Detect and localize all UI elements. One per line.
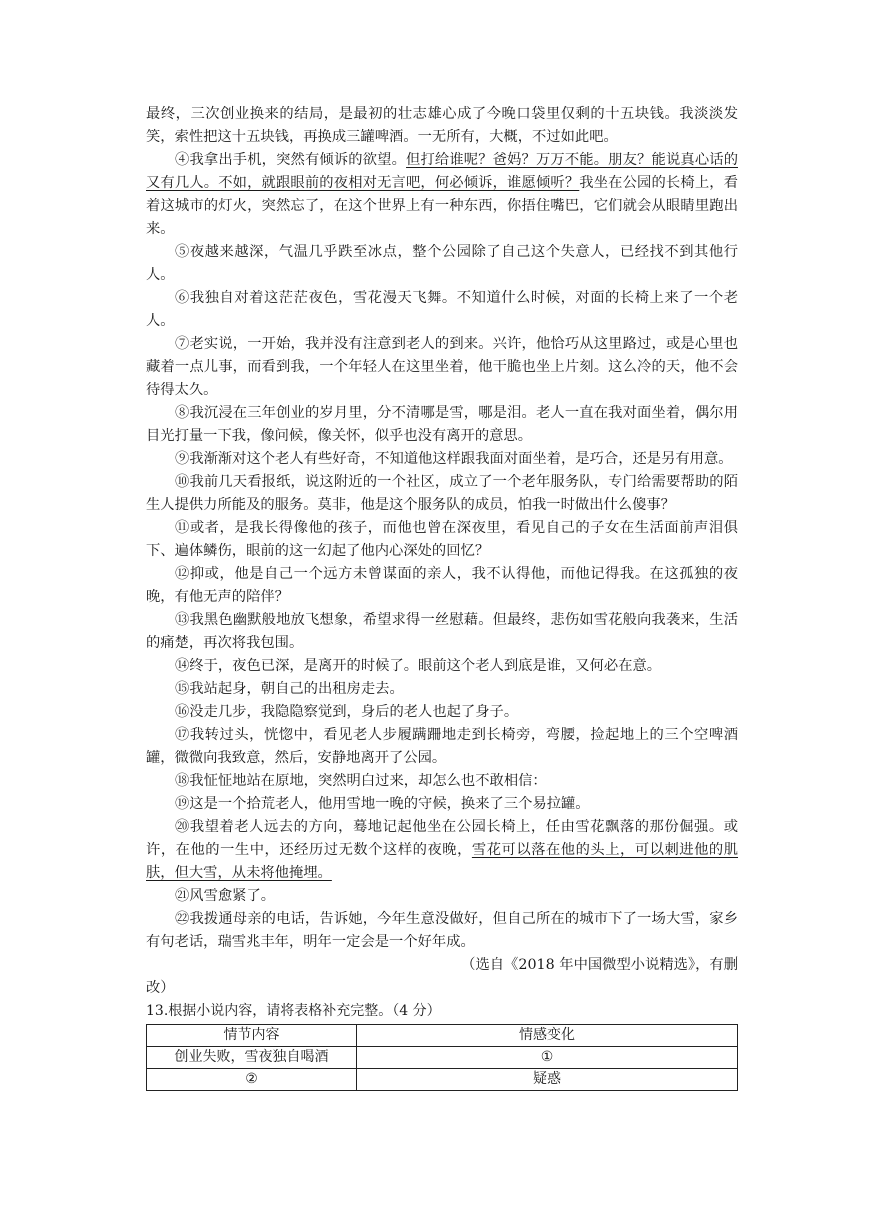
table-row xyxy=(147,1047,738,1069)
paragraph-text: 我坐在公园的长椅上，看着这城市的灯火，突然忘了，在这个世界上有一种东西，你捂住嘴巴，它们就会从眼睛里跑出来。 xyxy=(146,175,739,237)
paragraph-p12 xyxy=(146,563,738,609)
paragraph-p4 xyxy=(146,149,738,241)
paragraph-p7 xyxy=(146,333,738,402)
paragraph-text: ⑰我转过头，恍惚中，看见老人步履蹒跚地走到长椅旁，弯腰，捡起地上的三个空啤酒罐，微微向我致意，然后，安静地离开了公园。 xyxy=(146,727,738,766)
paragraph-text: ㉑风雪愈紧了。 xyxy=(175,888,276,904)
paragraph-p5 xyxy=(146,241,738,287)
table-header-emotion: 情感变化 xyxy=(357,1025,738,1047)
paragraph-p15 xyxy=(146,678,738,701)
paragraph-text: ⑯没走几步，我隐隐察觉到，身后的老人也起了身子。 xyxy=(175,704,519,720)
paragraph-p20 xyxy=(146,816,738,885)
paragraph-p13 xyxy=(146,609,738,655)
paragraph-text: ⑦老实说，一开始，我并没有注意到老人的到来。兴许，他恰巧从这里路过，或是心里也藏着一点儿事，而看到我，一个年轻人在这里坐着，他干脆也坐上片刻。这么冷的天，他不会待得太久。 xyxy=(146,336,738,398)
paragraph-p10 xyxy=(146,471,738,517)
paragraph-p22 xyxy=(146,908,738,954)
paragraph-text: ④我拿出手机，突然有倾诉的欲望。 xyxy=(175,152,407,168)
paragraph-text: ㉒我拨通母亲的电话，告诉她，今年生意没做好，但自己所在的城市下了一场大雪，家乡有句老话，瑞雪兆丰年，明年一定会是一个好年成。 xyxy=(146,911,738,950)
paragraph-text: ⑤夜越来越深，气温几乎跌至冰点，整个公园除了自己这个失意人，已经找不到其他行人。 xyxy=(146,244,738,283)
paragraph-text: ⑪或者，是我长得像他的孩子，而他也曾在深夜里，看见自己的子女在生活面前声泪俱下、遍体鳞伤，眼前的这一幻起了他内心深处的回忆？ xyxy=(146,520,738,559)
paragraph-text: ⑩我前几天看报纸，说这附近的一个社区，成立了一个老年服务队，专门给需要帮助的陌生人提供力所能及的服务。莫非，他是这个服务队的成员，怕我一时做出什么傻事？ xyxy=(146,474,738,513)
underlined-text: 但打给谁呢？爸妈？万万不能。朋友？能说真心话的又有几人。不如，就跟眼前的夜相对无言吧，何必倾诉，谁愿倾听？ xyxy=(146,152,738,191)
paragraph-p9 xyxy=(146,448,738,471)
underlined-text: 雪花可以落在他的头上，可以刺进他的肌肤，但大雪，从未将他掩埋。 xyxy=(146,842,739,881)
table-cell: ② xyxy=(147,1069,357,1091)
paragraph-p17 xyxy=(146,724,738,770)
paragraph-text: ⑲这是一个拾荒老人，他用雪地一晚的守候，换来了三个易拉罐。 xyxy=(175,796,590,812)
table-cell: ① xyxy=(357,1047,738,1069)
table-cell: 疑惑 xyxy=(357,1069,738,1091)
paragraph-text: ⑥我独自对着这茫茫夜色，雪花漫天飞舞。不知道什么时候，对面的长椅上来了一个老人。 xyxy=(146,290,738,329)
table-row xyxy=(147,1069,738,1091)
paragraph-text: ⑨我渐渐对这个老人有些好奇，不知道他这样跟我面对面坐着，是巧合，还是另有用意。 xyxy=(175,451,733,467)
story-text xyxy=(146,103,738,954)
paragraph-text: 最终，三次创业换来的结局，是最初的壮志雄心成了今晚口袋里仅剩的十五块钱。我淡淡发笑，索性把这十五块钱，再换成三罐啤酒。一无所有，大概，不过如此吧。 xyxy=(146,106,738,145)
paragraph-p18 xyxy=(146,770,738,793)
paragraph-text: ⑳我望着老人远去的方向，蓦地记起他坐在公园长椅上，任由雪花飘落的那份倔强。或许，在他的一生中，还经历过无数个这样的夜晚， xyxy=(146,819,738,858)
paragraph-text: ⑮我站起身，朝自己的出租房走去。 xyxy=(175,681,404,697)
paragraph-p11 xyxy=(146,517,738,563)
paragraph-p0 xyxy=(146,103,738,149)
paragraph-text: ⑬我黑色幽默般地放飞想象，希望求得一丝慰藉。但最终，悲伤如雪花般向我袭来，生活的痛楚，再次将我包围。 xyxy=(146,612,738,651)
source-citation-tail: 改） xyxy=(146,980,175,996)
table-header-row xyxy=(147,1025,738,1047)
paragraph-text: ⑭终于，夜色已深，是离开的时候了。眼前这个老人到底是谁，又何必在意。 xyxy=(175,658,662,674)
document-page xyxy=(146,103,738,1091)
paragraph-p19 xyxy=(146,793,738,816)
table-cell: 创业失败，雪夜独自喝酒 xyxy=(147,1047,357,1069)
paragraph-p6 xyxy=(146,287,738,333)
answer-table xyxy=(146,1024,738,1091)
paragraph-p16 xyxy=(146,701,738,724)
paragraph-text: ⑱我怔怔地站在原地，突然明白过来，却怎么也不敢相信： xyxy=(175,773,547,789)
paragraph-p8 xyxy=(146,402,738,448)
paragraph-p21 xyxy=(146,885,738,908)
paragraph-text: ⑧我沉浸在三年创业的岁月里，分不清哪是雪，哪是泪。老人一直在我对面坐着，偶尔用目光打量一下我，像问候，像关怀，似乎也没有离开的意思。 xyxy=(146,405,738,444)
question-13: 13.根据小说内容，请将表格补充完整。（4 分） xyxy=(146,1003,441,1019)
paragraph-p14 xyxy=(146,655,738,678)
table-header-plot: 情节内容 xyxy=(147,1025,357,1047)
source-citation: （选自《2018 年中国微型小说精选》，有删 xyxy=(461,957,738,973)
paragraph-text: ⑫抑或，他是自己一个远方未曾谋面的亲人，我不认得他，而他记得我。在这孤独的夜晚，有他无声的陪伴？ xyxy=(146,566,738,605)
